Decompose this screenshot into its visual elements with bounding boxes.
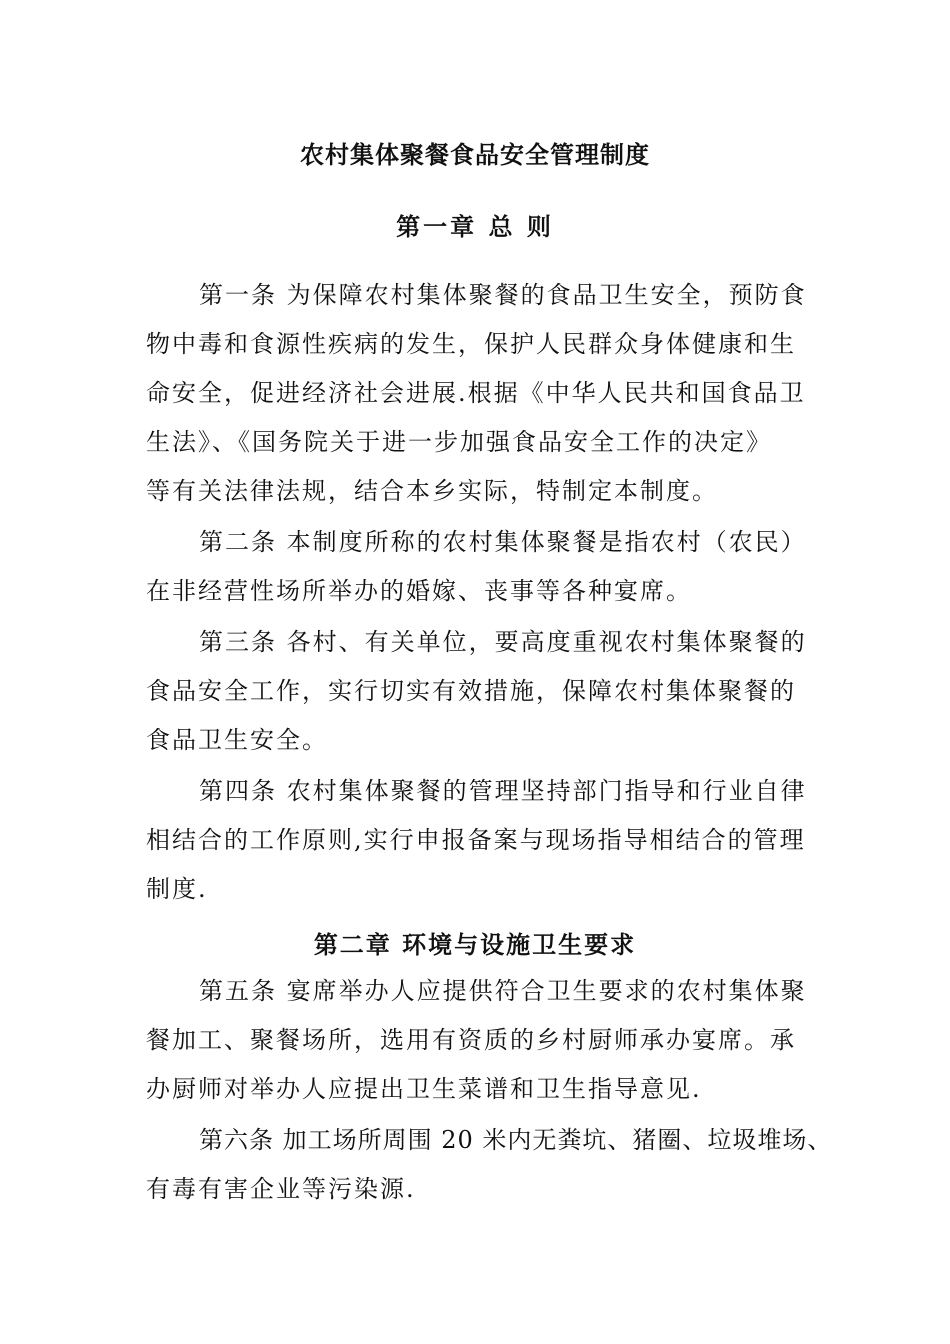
article-3-line-1: 第三条 各村、有关单位，要高度重视农村集体聚餐的 [199, 628, 807, 656]
article-6-line-2: 有毒有害企业等污染源. [146, 1175, 416, 1203]
chapter-2-heading: 第二章 环境与设施卫生要求 [313, 931, 637, 959]
article-4-line-1: 第四条 农村集体聚餐的管理坚持部门指导和行业自律 [199, 777, 807, 805]
article-1-line-3: 命安全，促进经济社会进展.根据《中华人民共和国食品卫 [146, 379, 806, 407]
article-5-line-3: 办厨师对举办人应提出卫生菜谱和卫生指导意见. [146, 1075, 702, 1103]
article-1-line-1: 第一条 为保障农村集体聚餐的食品卫生安全，预防食 [199, 281, 807, 309]
article-6-line-1: 第六条 加工场所周围 20 米内无粪坑、猪圈、垃圾堆场、 [199, 1126, 833, 1154]
article-3-line-3: 食品卫生安全。 [146, 726, 328, 754]
article-2-line-2: 在非经营性场所举办的婚嫁、丧事等各种宴席。 [146, 577, 692, 605]
article-3-line-2: 食品安全工作，实行切实有效措施，保障农村集体聚餐的 [146, 677, 796, 705]
article-4-line-2: 相结合的工作原则,实行申报备案与现场指导相结合的管理 [146, 826, 806, 854]
article-4-line-3: 制度. [146, 875, 208, 903]
article-1-line-2: 物中毒和食源性疾病的发生，保护人民群众身体健康和生 [146, 330, 796, 358]
document-title: 农村集体聚餐食品安全管理制度 [300, 141, 650, 169]
article-1-line-4: 生法》、《国务院关于进一步加强食品安全工作的决定》 [146, 428, 772, 456]
article-2-line-1: 第二条 本制度所称的农村集体聚餐是指农村（农民） [199, 528, 807, 556]
article-5-line-2: 餐加工、聚餐场所，选用有资质的乡村厨师承办宴席。承 [146, 1026, 796, 1054]
article-5-line-1: 第五条 宴席举办人应提供符合卫生要求的农村集体聚 [199, 977, 807, 1005]
article-1-line-5: 等有关法律法规，结合本乡实际，特制定本制度。 [146, 477, 718, 505]
chapter-1-heading: 第一章 总 则 [396, 213, 554, 241]
